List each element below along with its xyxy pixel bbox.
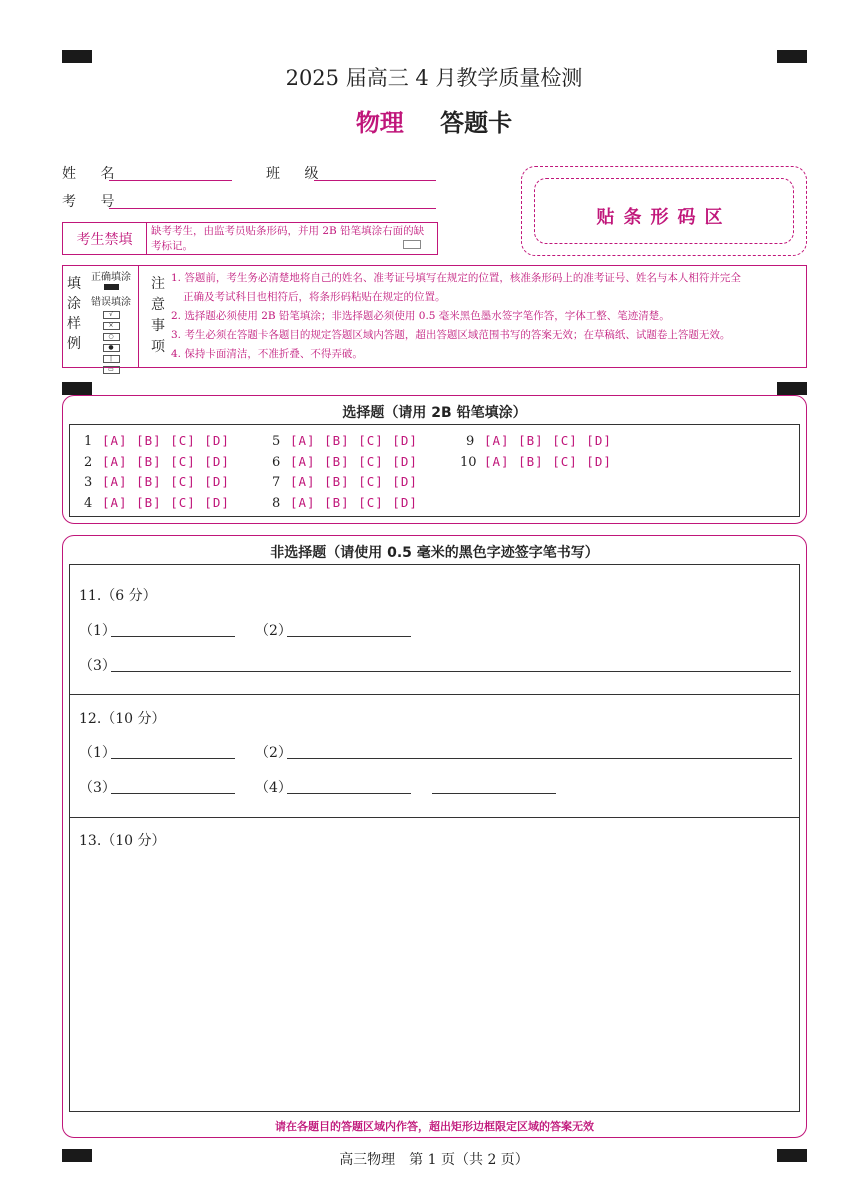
subject-name: 物理 [355, 108, 404, 137]
absent-mark-box[interactable] [403, 240, 421, 249]
q11-title: 11.（6 分） [79, 588, 157, 604]
choice-options: [A] [B] [C] [D] [290, 454, 418, 469]
q12-divider [70, 817, 799, 818]
exam-title: 2025 届高三 4 月教学质量检测 [285, 66, 583, 90]
notice-item: 1. 答题前，考生务必清楚地将自己的姓名、准考证号填写在规定的位置，核准条形码上的准考证号、姓名与本人相符并完全 [171, 272, 741, 284]
choice-options: [A] [B] [C] [D] [102, 454, 230, 469]
q11-part-2-blank[interactable] [287, 635, 411, 637]
fill-sample-char: 涂 [67, 296, 81, 312]
choice-grid [69, 424, 800, 517]
barcode-inner-frame [534, 178, 794, 244]
answer-area-warning: 请在各题目的答题区域内作答，超出矩形边框限定区域的答案无效 [275, 1120, 594, 1133]
nonchoice-section [62, 535, 807, 1138]
barcode-label: 贴条形码区 [596, 207, 732, 228]
q11-part-1-blank[interactable] [111, 635, 235, 637]
timing-mark [62, 382, 92, 395]
notice-panel [62, 265, 807, 373]
choice-question[interactable]: 10 [A] [B] [C] [D] [460, 454, 612, 470]
choice-options: [A] [B] [C] [D] [290, 433, 418, 448]
choice-question[interactable]: 5 [A] [B] [C] [D] [272, 433, 418, 449]
choice-question[interactable]: 3 [A] [B] [C] [D] [84, 474, 230, 490]
name-field[interactable] [109, 179, 232, 181]
class-label: 班 级 [266, 166, 329, 182]
q11-part-3-label: （3） [79, 658, 116, 674]
notice-divider [138, 266, 139, 367]
q11-part-3-blank[interactable] [111, 670, 791, 672]
fill-sample-char: 例 [67, 336, 81, 352]
fill-sample-examples [85, 268, 137, 374]
notice-title-char: 事 [151, 318, 165, 334]
notice-item: 3. 考生必须在答题卡各题目的规定答题区域内答题，超出答题区域范围书写的答案无效；在草稿纸、试题卷上答题无效。 [171, 329, 731, 341]
timing-mark [777, 382, 807, 395]
absent-box [62, 222, 438, 255]
q12-part-4-label: （4） [255, 780, 292, 796]
choice-options: [A] [B] [C] [D] [290, 495, 418, 510]
choice-options: [A] [B] [C] [D] [484, 433, 612, 448]
choice-question[interactable]: 8 [A] [B] [C] [D] [272, 495, 418, 511]
notice-title-char: 意 [151, 297, 165, 313]
choice-question[interactable]: 6 [A] [B] [C] [D] [272, 454, 418, 470]
notice-title-char: 项 [151, 339, 165, 355]
choice-section-title: 选择题（请用 2B 铅笔填涂） [342, 405, 527, 421]
exam-no-field[interactable] [109, 207, 436, 209]
nonchoice-section-title: 非选择题（请使用 0.5 毫米的黑色字迹签字笔书写） [270, 545, 599, 561]
barcode-area [521, 166, 807, 256]
notice-item: 4. 保持卡面清洁，不准折叠、不得弄破。 [171, 348, 363, 360]
q11-part-1-label: （1） [79, 623, 116, 639]
q12-part-4-blank-a[interactable] [287, 792, 411, 794]
choice-question[interactable]: 1 [A] [B] [C] [D] [84, 433, 230, 449]
q12-part-3-blank[interactable] [111, 792, 235, 794]
q12-part-1-blank[interactable] [111, 757, 235, 759]
fill-sample-title [67, 274, 85, 354]
exam-no-label: 考 号 [62, 194, 125, 210]
notice-item: 正确及考试科目也相符后，将条形码粘贴在规定的位置。 [183, 291, 446, 303]
choice-options: [A] [B] [C] [D] [102, 433, 230, 448]
notice-item: 2. 选择题必须使用 2B 铅笔填涂；非选择题必须使用 0.5 毫米黑色墨水签字笔作答，字体工整、笔迹清楚。 [171, 310, 670, 322]
choice-options: [A] [B] [C] [D] [102, 495, 230, 510]
q13-answer-area[interactable] [71, 850, 798, 1110]
choice-options: [A] [B] [C] [D] [484, 454, 612, 469]
wrong-fill-box: | [103, 355, 120, 363]
q12-part-3-label: （3） [79, 780, 116, 796]
choice-question[interactable]: 2 [A] [B] [C] [D] [84, 454, 230, 470]
choice-section [62, 395, 807, 524]
notice-title-char: 注 [151, 276, 165, 292]
q11-part-2-label: （2） [255, 623, 292, 639]
card-name: 答题卡 [440, 108, 513, 137]
q11-divider [70, 694, 799, 695]
choice-options: [A] [B] [C] [D] [290, 474, 418, 489]
q12-title: 12.（10 分） [79, 711, 166, 727]
choice-question[interactable]: 9 [A] [B] [C] [D] [466, 433, 612, 449]
correct-fill-box [104, 284, 119, 290]
class-field[interactable] [314, 179, 436, 181]
correct-fill-label: 正确填涂 [91, 272, 131, 283]
q12-part-2-label: （2） [255, 745, 292, 761]
q13-title: 13.（10 分） [79, 833, 166, 849]
wrong-fill-box: ▭ [103, 366, 120, 374]
notice-title [151, 274, 169, 358]
absent-label: 考生禁填 [63, 223, 147, 254]
fill-sample-char: 填 [67, 276, 81, 292]
wrong-fill-box: ○ [103, 333, 120, 341]
name-label: 姓 名 [62, 166, 125, 182]
wrong-fill-box: × [103, 322, 120, 330]
q12-part-1-label: （1） [79, 745, 116, 761]
card-title [0, 103, 868, 138]
q12-part-4-blank-b[interactable] [432, 792, 556, 794]
absent-instructions [147, 223, 437, 254]
wrong-fill-label: 错误填涂 [91, 297, 131, 308]
wrong-fill-box: ● [103, 344, 120, 352]
answer-area [69, 564, 800, 1112]
choice-question[interactable]: 7 [A] [B] [C] [D] [272, 474, 418, 490]
q12-part-2-blank[interactable] [287, 757, 792, 759]
wrong-fill-box: √ [103, 311, 120, 319]
choice-question[interactable]: 4 [A] [B] [C] [D] [84, 495, 230, 511]
choice-options: [A] [B] [C] [D] [102, 474, 230, 489]
page-footer: 高三物理 第 1 页（共 2 页） [339, 1152, 529, 1168]
absent-text: 缺考考生，由监考员贴条形码，并用 2B 铅笔填涂右面的缺考标记。 [151, 225, 425, 252]
notice-items [171, 269, 802, 364]
fill-sample-char: 样 [67, 316, 81, 332]
